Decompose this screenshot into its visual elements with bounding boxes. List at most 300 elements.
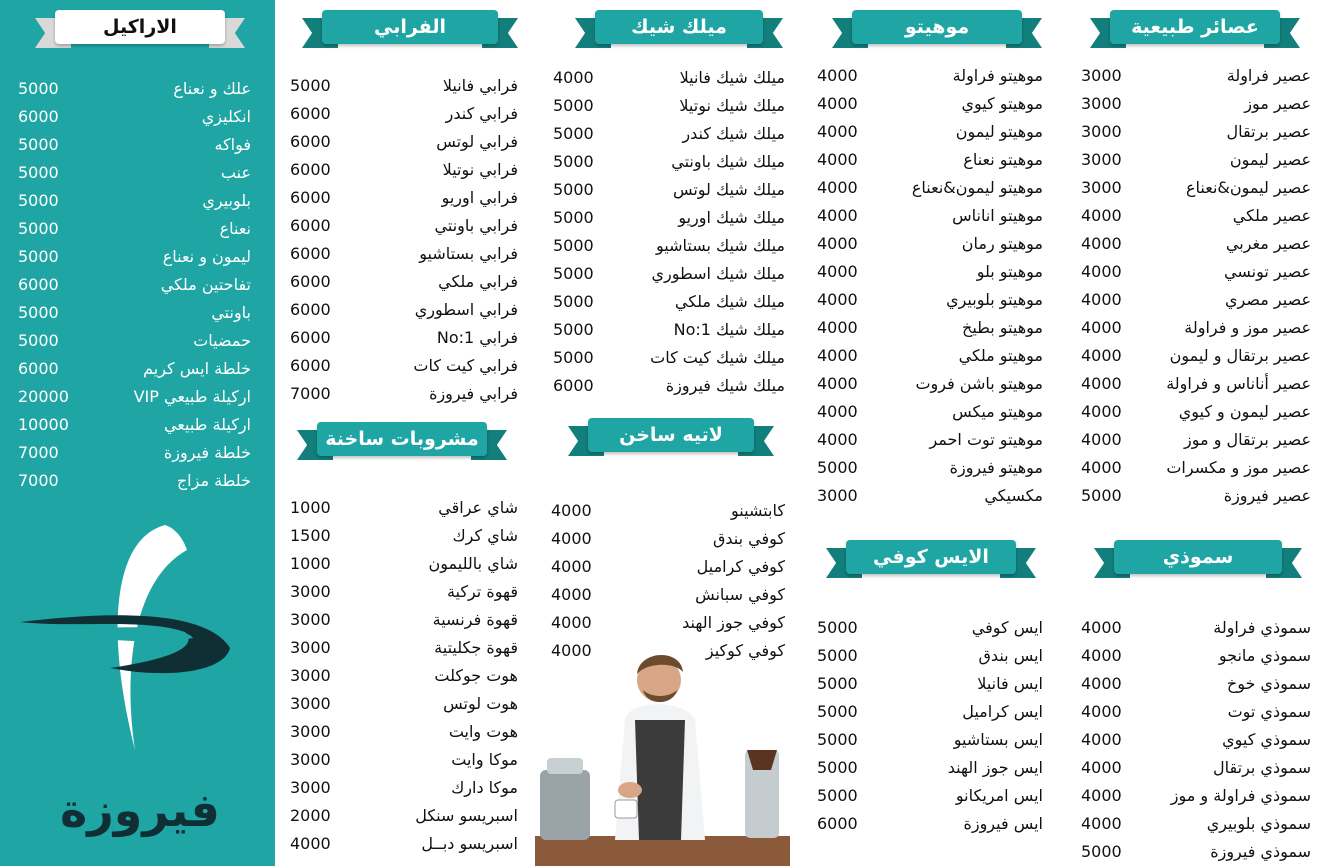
menu-item-price: 5000 [18, 191, 59, 210]
menu-item-price: 5000 [553, 180, 594, 199]
menu-item-name: ميلك شيك No:1 [673, 320, 785, 339]
menu-item-price: 4000 [1081, 206, 1122, 225]
menu-item-row [553, 344, 785, 372]
espresso-machine-top [547, 758, 583, 774]
menu-item-row [817, 146, 1043, 174]
menu-item-name: كوفي بندق [712, 529, 785, 548]
menu-item-name: موكا وايت [451, 750, 518, 769]
menu-item-row [1081, 202, 1311, 230]
menu-item-name: عصير ملكي [1232, 206, 1311, 225]
menu-item-name: كابتشينو [731, 501, 785, 520]
menu-item-name: فرابي No:1 [436, 328, 518, 347]
menu-item-price: 5000 [553, 236, 594, 255]
menu-item-name: موهيتو ليمون&نعناع [911, 178, 1043, 197]
menu-item-row [817, 370, 1043, 398]
menu-item-price: 4000 [1081, 674, 1122, 693]
menu-item-name: عصير فراولة [1226, 66, 1311, 85]
menu-item-name: فرابي اسطوري [414, 300, 518, 319]
menu-item-price: 5000 [553, 152, 594, 171]
menu-item-name: فرابي فانيلا [442, 76, 518, 95]
menu-item-name: ميلك شيك كيت كات [650, 348, 785, 367]
menu-item-name: ميلك شيك ملكي [674, 292, 785, 311]
section-title-mojito: موهيتو [852, 10, 1022, 44]
menu-item-row [290, 662, 518, 690]
section-header-hot-drinks [297, 418, 507, 462]
menu-item-name: سموذي فراولة و موز [1170, 786, 1311, 805]
menu-item-price: 4000 [551, 501, 592, 520]
menu-item-price: 4000 [1081, 786, 1122, 805]
menu-item-row [817, 90, 1043, 118]
menu-item-name: ايس بستاشيو [953, 730, 1043, 749]
menu-list-frappe [290, 72, 518, 408]
menu-item-row [290, 296, 518, 324]
menu-item-name: ايس فيروزة [963, 814, 1043, 833]
menu-item-price: 4000 [553, 68, 594, 87]
menu-item-name: نعناع [219, 219, 251, 238]
menu-item-price: 6000 [290, 160, 331, 179]
menu-item-row [1081, 642, 1311, 670]
menu-item-name: عصير موز و فراولة [1184, 318, 1311, 337]
menu-item-price: 6000 [553, 376, 594, 395]
menu-item-price: 6000 [817, 814, 858, 833]
menu-list-smoothie [1081, 614, 1311, 866]
menu-item-price: 4000 [1081, 458, 1122, 477]
menu-item-row [290, 128, 518, 156]
menu-item-row [18, 131, 251, 159]
menu-item-name: فرابي بستاشيو [419, 244, 518, 263]
menu-item-name: ميلك شيك فيروزة [665, 376, 785, 395]
menu-item-price: 5000 [18, 219, 59, 238]
menu-item-row [1081, 670, 1311, 698]
menu-item-name: عصير أناناس و فراولة [1166, 374, 1311, 393]
section-header-milkshake [575, 6, 783, 50]
menu-item-name: سموذي فيروزة [1210, 842, 1311, 861]
menu-item-name: ميلك شيك باونتي [671, 152, 785, 171]
menu-item-price: 3000 [817, 486, 858, 505]
menu-item-price: 3000 [1081, 178, 1122, 197]
menu-item-row [1081, 838, 1311, 866]
menu-item-price: 6000 [290, 244, 331, 263]
menu-item-price: 6000 [290, 104, 331, 123]
menu-item-price: 4000 [817, 150, 858, 169]
menu-item-row [553, 288, 785, 316]
menu-item-name: علك و نعناع [173, 79, 251, 98]
menu-item-row [817, 202, 1043, 230]
menu-item-name: حمضيات [193, 331, 251, 350]
menu-item-row [18, 187, 251, 215]
menu-item-row [551, 497, 785, 525]
menu-item-price: 3000 [1081, 150, 1122, 169]
menu-item-price: 4000 [817, 346, 858, 365]
menu-item-row [1081, 614, 1311, 642]
menu-item-name: سموذي فراولة [1213, 618, 1311, 637]
menu-item-name: خلطة ايس كريم [143, 359, 251, 378]
menu-item-row [1081, 286, 1311, 314]
menu-item-row [817, 118, 1043, 146]
section-title-smoothie: سموذي [1114, 540, 1282, 574]
menu-item-row [553, 372, 785, 400]
menu-item-name: شاي كرك [452, 526, 518, 545]
menu-item-price: 4000 [551, 529, 592, 548]
menu-item-price: 3000 [290, 610, 331, 629]
menu-item-name: ايس امريكانو [955, 786, 1043, 805]
menu-item-row [18, 271, 251, 299]
menu-item-name: عصير موز و مكسرات [1166, 458, 1311, 477]
espresso-machine-shape [540, 770, 590, 840]
menu-item-name: اسبريسو دبــل [421, 834, 518, 853]
menu-item-row [817, 174, 1043, 202]
menu-item-row [817, 754, 1043, 782]
menu-item-row [817, 454, 1043, 482]
menu-item-row [551, 525, 785, 553]
section-title-milkshake: ميلك شيك [595, 10, 763, 44]
menu-item-name: عصير ليمون و كيوي [1178, 402, 1311, 421]
menu-item-name: سموذي توت [1227, 702, 1311, 721]
menu-item-row [290, 240, 518, 268]
menu-item-name: ايس فانيلا [977, 674, 1043, 693]
menu-item-price: 3000 [290, 666, 331, 685]
menu-item-row [1081, 342, 1311, 370]
menu-item-row [1081, 90, 1311, 118]
menu-item-row [290, 830, 518, 858]
menu-item-name: فرابي اوريو [441, 188, 518, 207]
menu-item-price: 2000 [290, 806, 331, 825]
menu-item-row [817, 314, 1043, 342]
menu-item-price: 6000 [290, 272, 331, 291]
menu-item-name: ليمون و نعناع [162, 247, 251, 266]
menu-item-name: فرابي لوتس [436, 132, 518, 151]
menu-item-price: 4000 [817, 206, 858, 225]
menu-item-price: 5000 [18, 135, 59, 154]
menu-item-name: قهوة جكليتية [434, 638, 518, 657]
menu-item-row [18, 103, 251, 131]
menu-item-row [290, 100, 518, 128]
menu-item-price: 4000 [1081, 618, 1122, 637]
section-title-juices: عصائر طبيعية [1110, 10, 1280, 44]
menu-item-price: 6000 [290, 356, 331, 375]
menu-item-name: سموذي مانجو [1218, 646, 1311, 665]
menu-item-row [290, 578, 518, 606]
menu-item-row [18, 299, 251, 327]
coffee-cup [615, 800, 637, 818]
menu-item-price: 5000 [817, 646, 858, 665]
menu-item-name: ايس بندق [978, 646, 1043, 665]
menu-item-name: ايس جوز الهند [947, 758, 1043, 777]
menu-item-row [1081, 726, 1311, 754]
menu-item-price: 3000 [290, 638, 331, 657]
menu-item-row [817, 698, 1043, 726]
menu-item-name: موهيتو فيروزة [949, 458, 1043, 477]
menu-item-price: 4000 [817, 318, 858, 337]
menu-item-row [553, 176, 785, 204]
menu-item-row [817, 398, 1043, 426]
menu-item-price: 5000 [817, 702, 858, 721]
menu-item-price: 4000 [817, 94, 858, 113]
menu-item-price: 6000 [290, 300, 331, 319]
menu-item-price: 4000 [1081, 758, 1122, 777]
barista-illustration [535, 640, 790, 866]
menu-item-row [1081, 230, 1311, 258]
brand-name: فيروزة [60, 783, 220, 837]
menu-item-row [290, 746, 518, 774]
menu-item-name: ايس كراميل [962, 702, 1043, 721]
menu-item-price: 4000 [1081, 374, 1122, 393]
menu-item-name: عصير مصري [1225, 290, 1311, 309]
menu-item-row [553, 120, 785, 148]
menu-item-row [18, 411, 251, 439]
menu-item-price: 7000 [18, 471, 59, 490]
menu-item-row [290, 72, 518, 100]
menu-item-name: عصير ليمون&نعناع [1185, 178, 1311, 197]
menu-item-name: موكا دارك [451, 778, 518, 797]
menu-item-name: هوت وايت [448, 722, 518, 741]
menu-item-price: 7000 [290, 384, 331, 403]
menu-item-row [18, 439, 251, 467]
menu-item-row [290, 690, 518, 718]
menu-item-price: 6000 [18, 275, 59, 294]
menu-item-row [290, 634, 518, 662]
menu-item-price: 4000 [1081, 234, 1122, 253]
menu-item-row [817, 726, 1043, 754]
menu-item-name: عصير تونسي [1224, 262, 1311, 281]
menu-item-name: سموذي خوخ [1226, 674, 1311, 693]
menu-item-name: موهيتو كيوي [961, 94, 1043, 113]
menu-list-juices [1081, 62, 1311, 510]
menu-item-price: 5000 [290, 76, 331, 95]
menu-item-price: 4000 [1081, 430, 1122, 449]
menu-item-name: ميلك شيك اسطوري [651, 264, 785, 283]
menu-item-row [817, 670, 1043, 698]
menu-item-price: 4000 [817, 66, 858, 85]
menu-item-name: موهيتو بلوبيري [946, 290, 1043, 309]
barista-hand [618, 782, 642, 798]
menu-item-name: ميلك شيك نوتيلا [679, 96, 785, 115]
menu-item-row [817, 810, 1043, 838]
menu-item-row [290, 494, 518, 522]
menu-item-price: 5000 [553, 348, 594, 367]
menu-item-price: 5000 [18, 163, 59, 182]
menu-item-row [1081, 426, 1311, 454]
section-header-frappe [302, 6, 518, 50]
menu-item-row [290, 774, 518, 802]
menu-item-row [553, 148, 785, 176]
menu-item-price: 1000 [290, 498, 331, 517]
menu-item-name: موهيتو اناناس [952, 206, 1043, 225]
menu-item-row [551, 609, 785, 637]
menu-item-name: كوفي جوز الهند [682, 613, 785, 632]
brand-logo-mark [15, 520, 245, 780]
menu-item-name: فرابي فيروزة [429, 384, 518, 403]
menu-item-name: شاي بالليمون [428, 554, 518, 573]
menu-item-name: بلوبيري [202, 191, 251, 210]
section-header-juices [1090, 6, 1300, 50]
menu-item-price: 5000 [817, 786, 858, 805]
menu-item-price: 5000 [553, 264, 594, 283]
menu-item-row [290, 352, 518, 380]
menu-item-row [290, 156, 518, 184]
section-title-frappe: الفرابي [322, 10, 498, 44]
menu-item-row [290, 380, 518, 408]
menu-item-row [817, 426, 1043, 454]
menu-item-name: فرابي ملكي [438, 272, 518, 291]
menu-item-name: موهيتو ملكي [958, 346, 1043, 365]
menu-item-row [18, 75, 251, 103]
menu-item-row [290, 606, 518, 634]
menu-item-name: ميلك شيك بستاشيو [656, 236, 785, 255]
menu-item-price: 5000 [1081, 842, 1122, 861]
menu-item-price: 1500 [290, 526, 331, 545]
menu-item-name: موهيتو فراولة [952, 66, 1043, 85]
menu-item-row [18, 327, 251, 355]
menu-item-price: 4000 [1081, 318, 1122, 337]
menu-item-price: 5000 [18, 247, 59, 266]
menu-item-row [1081, 146, 1311, 174]
menu-item-row [1081, 754, 1311, 782]
menu-item-name: موهيتو ليمون [955, 122, 1043, 141]
menu-item-row [290, 324, 518, 352]
menu-item-price: 3000 [1081, 94, 1122, 113]
menu-item-row [553, 64, 785, 92]
menu-item-price: 5000 [553, 208, 594, 227]
menu-item-name: عصير ليمون [1229, 150, 1311, 169]
menu-item-price: 4000 [1081, 730, 1122, 749]
menu-list-mojito [817, 62, 1043, 510]
menu-item-name: كوفي سبانش [695, 585, 785, 604]
menu-list-milkshake [553, 64, 785, 400]
menu-item-row [290, 802, 518, 830]
menu-item-row [290, 522, 518, 550]
menu-item-price: 4000 [551, 613, 592, 632]
menu-item-name: موهيتو بلو [976, 262, 1043, 281]
menu-item-price: 5000 [817, 758, 858, 777]
section-header-mojito [832, 6, 1042, 50]
menu-item-row [18, 215, 251, 243]
menu-item-row [553, 232, 785, 260]
menu-item-price: 5000 [553, 292, 594, 311]
counter-shape [535, 836, 790, 866]
section-header-hookah [35, 6, 245, 50]
menu-item-row [18, 383, 251, 411]
menu-item-name: عصير مغربي [1225, 234, 1311, 253]
menu-item-price: 3000 [290, 722, 331, 741]
menu-item-price: 1000 [290, 554, 331, 573]
menu-item-name: عصير برتقال و موز [1184, 430, 1311, 449]
menu-item-price: 3000 [1081, 122, 1122, 141]
menu-item-price: 4000 [817, 402, 858, 421]
menu-item-name: انكليزي [201, 107, 251, 126]
menu-item-name: خلطة فيروزة [163, 443, 251, 462]
menu-item-price: 3000 [290, 750, 331, 769]
menu-item-price: 6000 [290, 216, 331, 235]
menu-item-row [1081, 698, 1311, 726]
menu-item-price: 3000 [290, 582, 331, 601]
menu-item-price: 5000 [18, 303, 59, 322]
menu-item-price: 4000 [817, 262, 858, 281]
menu-item-price: 3000 [290, 694, 331, 713]
menu-item-name: موهيتو نعناع [963, 150, 1043, 169]
menu-item-row [1081, 174, 1311, 202]
menu-item-row [290, 184, 518, 212]
menu-item-price: 20000 [18, 387, 69, 406]
menu-item-price: 5000 [1081, 486, 1122, 505]
menu-item-price: 5000 [817, 458, 858, 477]
menu-item-row [18, 467, 251, 495]
menu-item-name: ميلك شيك اوريو [678, 208, 785, 227]
menu-item-name: فرابي نوتيلا [442, 160, 518, 179]
menu-item-price: 4000 [817, 178, 858, 197]
menu-item-price: 4000 [817, 430, 858, 449]
menu-item-name: سموذي برتقال [1213, 758, 1311, 777]
menu-item-name: موهيتو ميكس [952, 402, 1043, 421]
menu-item-name: ميلك شيك فانيلا [679, 68, 785, 87]
menu-item-row [1081, 454, 1311, 482]
menu-item-name: فواكه [214, 135, 251, 154]
menu-list-hot-drinks [290, 494, 518, 858]
menu-item-price: 4000 [817, 374, 858, 393]
menu-item-row [290, 212, 518, 240]
section-title-hookah: الاراكيل [55, 10, 225, 44]
menu-item-price: 4000 [817, 234, 858, 253]
menu-item-row [1081, 782, 1311, 810]
menu-item-row [1081, 118, 1311, 146]
menu-item-price: 4000 [1081, 402, 1122, 421]
menu-item-row [817, 286, 1043, 314]
menu-item-price: 5000 [817, 730, 858, 749]
menu-item-name: موهيتو رمان [961, 234, 1043, 253]
menu-item-price: 5000 [553, 96, 594, 115]
menu-item-name: باونتي [211, 303, 251, 322]
menu-item-row [18, 243, 251, 271]
menu-item-name: سموذي بلوبيري [1206, 814, 1311, 833]
menu-item-name: مكسيكي [984, 486, 1043, 505]
menu-item-row [817, 230, 1043, 258]
menu-item-row [290, 550, 518, 578]
menu-item-name: تفاحتين ملكي [160, 275, 251, 294]
menu-item-price: 7000 [18, 443, 59, 462]
menu-item-name: فرابي كندر [445, 104, 518, 123]
menu-item-row [18, 159, 251, 187]
menu-item-name: اركيلة طبيعي VIP [133, 387, 251, 406]
barista-apron [635, 720, 685, 840]
menu-item-price: 4000 [551, 641, 592, 660]
menu-item-row [551, 553, 785, 581]
menu-item-price: 10000 [18, 415, 69, 434]
logo-swoosh-teal-inner [55, 627, 193, 641]
menu-item-name: عصير برتقال [1226, 122, 1311, 141]
section-header-smoothie [1094, 536, 1302, 580]
menu-item-price: 4000 [290, 834, 331, 853]
menu-item-name: ميلك شيك كندر [682, 124, 785, 143]
menu-item-price: 5000 [817, 674, 858, 693]
section-header-hot-latte [568, 414, 774, 458]
menu-item-price: 5000 [553, 320, 594, 339]
menu-item-price: 4000 [1081, 290, 1122, 309]
menu-item-price: 5000 [817, 618, 858, 637]
menu-item-name: كوفي كراميل [696, 557, 785, 576]
menu-item-row [553, 316, 785, 344]
menu-item-price: 4000 [1081, 646, 1122, 665]
menu-item-row [290, 268, 518, 296]
menu-item-name: موهيتو توت احمر [929, 430, 1043, 449]
menu-item-name: عصير برتقال و ليمون [1169, 346, 1311, 365]
menu-item-row [1081, 62, 1311, 90]
menu-item-price: 4000 [1081, 702, 1122, 721]
menu-item-row [817, 482, 1043, 510]
menu-item-price: 3000 [290, 778, 331, 797]
menu-item-price: 6000 [18, 359, 59, 378]
menu-item-name: عنب [220, 163, 251, 182]
menu-item-price: 6000 [290, 328, 331, 347]
